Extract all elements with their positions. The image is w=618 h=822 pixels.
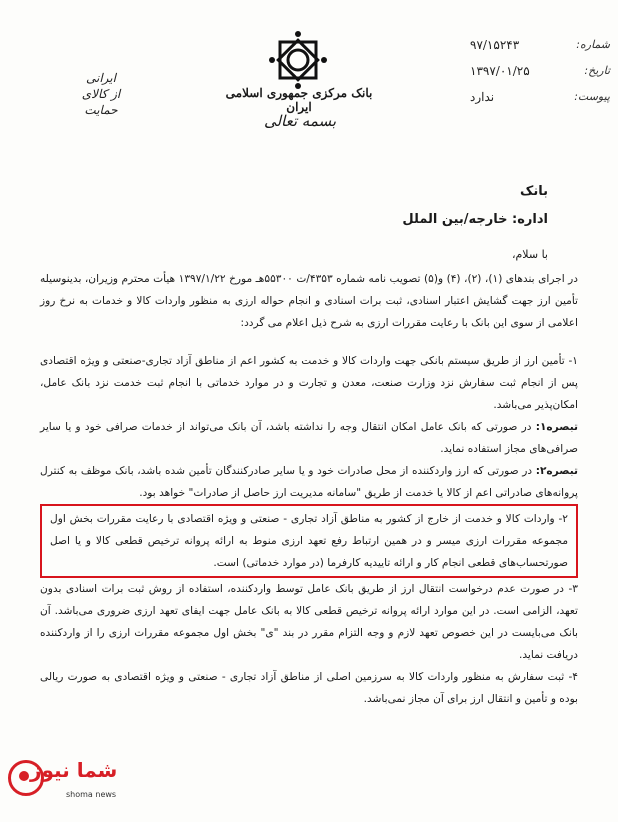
stamp-line: حمایت xyxy=(84,103,118,117)
intro-paragraph: در اجرای بندهای (۱)، (۲)، (۴) و(۵) تصویب نامه شماره ۴۳۵۳/ت ۵۵۳۰۰هـ مورخ ۱۳۹۷/۱/۲۲ هیأت محترم وزیران، بدینوسیله تأمین ارز جهت گشایش اعتبار اسنادی، ثبت برات اسنادی و انجام حواله ارزی به منظور واردات کالا و خدمات به نرخ روز اعلامی از سوی این بانک با رعایت مقررات ارزی به شرح ذیل اعلام می گردد: xyxy=(40,273,579,329)
section-4: ۴- ثبت سفارش به منظور واردات کالا به سرزمین اصلی از مناطق آزاد تجاری - صنعتی و ویژه اقتصادی به صورت ریالی بوده و تأمین و انتقال ارز برای آن مجاز نمی‌باشد. xyxy=(40,671,578,705)
watermark-name: شما نیوز xyxy=(30,758,118,782)
iranian-goods-stamp xyxy=(66,70,136,160)
section-2-highlighted: ۲- واردات کالا و خدمت از خارج از کشور به مناطق آزاد تجاری - صنعتی و ویژه اقتصادی با رعایت مقررات بخش اول مجموعه مقررات ارزی میسر و در همین ارتباط رفع تعهد ارزی منوط به ارائه پروانه ترخیص قطعی کالا و یا اصل صورتحساب‌های قطعی انجام کار و ارائه تاییدیه کارفرما (در موارد خدماتی) است. xyxy=(40,504,578,578)
letter-body xyxy=(40,268,578,710)
note-1-text: در صورتی که بانک عامل امکان انتقال وجه را نداشته باشد، آن بانک می‌تواند از خدمات صرافی خود و یا سایر صرافی‌های مجاز استفاده نماید. xyxy=(40,421,578,455)
stamp-line: از کالای xyxy=(81,87,121,101)
letter-meta xyxy=(470,38,610,116)
recipient-department: اداره: خارجه/بین الملل xyxy=(402,212,548,227)
bismillah: بسمه تعالی xyxy=(263,112,337,130)
number-value: ۹۷/۱۵۲۴۳ xyxy=(470,38,520,52)
date-label: تاریخ: xyxy=(584,64,610,77)
section-1: ۱- تأمین ارز از طریق سیستم بانکی جهت واردات کالا و خدمت به کشور اعم از مناطق آزاد تجاری-صنعتی و ویژه اقتصادی پس از انجام ثبت سفارش نزد وزارت صنعت، معدن و تجارت و در موارد خدماتی با انجام ثبت خدمت نزد بانک عامل، امکان‌پذیر می‌باشد. xyxy=(40,355,578,411)
section-3: ۳- در صورت عدم درخواست انتقال ارز از طریق بانک عامل توسط واردکننده، استفاده از روش ثبت برات اسنادی بدون تعهد، الزامی است. در این موارد ارائه پروانه ترخیص قطعی کالا به بانک عامل جهت ایفای تعهد ارزی ضروری می‌باشد. آن بانک می‌بایست در این خصوص تعهد لازم و وجه التزام مقرر در بند "ی" بخش اول مجموعه مقررات ارزی را از واردکننده دریافت نماید. xyxy=(40,583,578,661)
note-2 xyxy=(40,460,578,504)
note-1 xyxy=(40,416,578,460)
central-bank-logo-icon xyxy=(268,30,328,90)
date-value: ۱۳۹۷/۰۱/۲۵ xyxy=(470,64,530,78)
note-1-label: تبصره۱: xyxy=(535,421,578,433)
attachment-label: پیوست: xyxy=(574,90,610,103)
bank-name: بانک مرکزی جمهوری اسلامی ایران xyxy=(225,86,373,114)
note-2-text: در صورتی که ارز واردکننده از محل صادرات خود و یا سایر صادرکنندگان تأمین شده باشد، بانک موظف به کنترل پروانه‌های صادراتی اعم از کالا یا خدمت از طریق "سامانه مدیریت ارز حاصل از صادرات" خواهد بود. xyxy=(40,465,578,499)
stamp-line: ایرانی xyxy=(86,71,116,85)
recipient-bank: بانک xyxy=(520,184,548,199)
number-label: شماره: xyxy=(576,38,610,51)
greeting: با سلام، xyxy=(511,248,548,261)
note-2-label: تبصره۲: xyxy=(535,465,578,477)
attachment-value: ندارد xyxy=(470,90,495,104)
watermark-site: shoma news xyxy=(66,790,117,799)
